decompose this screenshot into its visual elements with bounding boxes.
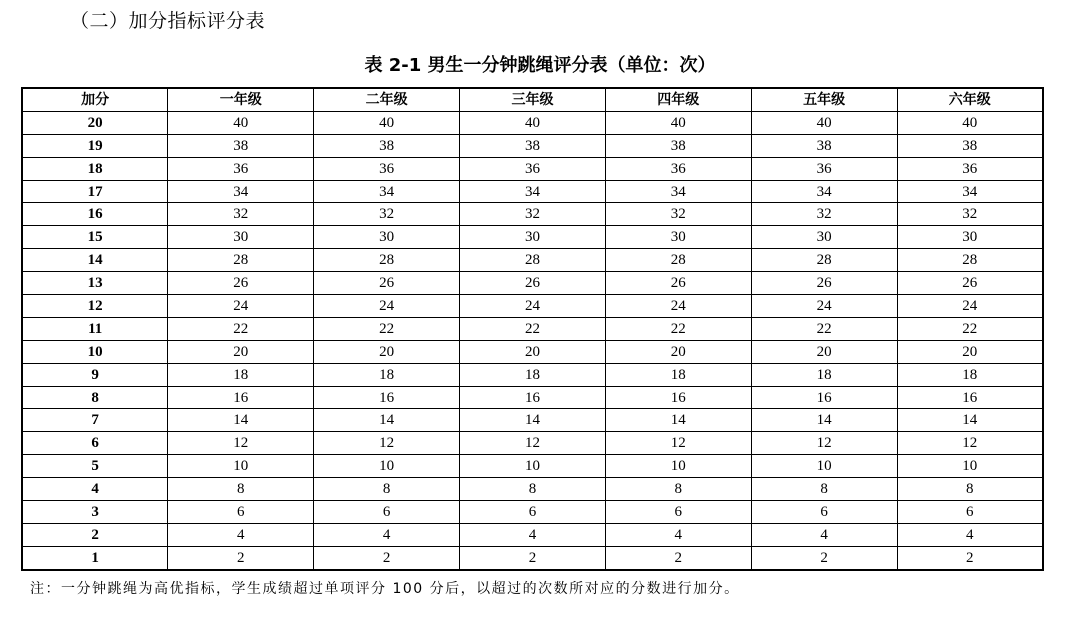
count-cell: 24	[460, 295, 606, 318]
count-cell: 32	[751, 203, 897, 226]
count-cell: 34	[751, 180, 897, 203]
count-cell: 28	[314, 249, 460, 272]
count-cell: 26	[460, 272, 606, 295]
count-cell: 32	[168, 203, 314, 226]
count-cell: 24	[168, 295, 314, 318]
bonus-score-cell: 10	[22, 340, 168, 363]
header-row	[22, 88, 1043, 111]
count-cell: 2	[314, 546, 460, 569]
table-note: 注：一分钟跳绳为高优指标，学生成绩超过单项评分 100 分后，以超过的次数所对应的分数进行加分。	[30, 581, 740, 597]
count-cell: 18	[897, 363, 1043, 386]
count-cell: 34	[897, 180, 1043, 203]
count-cell: 30	[751, 226, 897, 249]
count-cell: 8	[314, 478, 460, 501]
count-cell: 22	[168, 317, 314, 340]
count-cell: 40	[751, 111, 897, 134]
count-cell: 20	[751, 340, 897, 363]
count-cell: 2	[605, 546, 751, 569]
count-cell: 2	[460, 546, 606, 569]
section-heading: （二）加分指标评分表	[70, 10, 266, 32]
count-cell: 10	[605, 455, 751, 478]
count-cell: 28	[460, 249, 606, 272]
bonus-score-cell: 16	[22, 203, 168, 226]
bonus-score-cell: 7	[22, 409, 168, 432]
table-row	[22, 226, 1043, 249]
count-cell: 4	[605, 523, 751, 546]
count-cell: 6	[460, 501, 606, 524]
count-cell: 32	[314, 203, 460, 226]
count-cell: 2	[897, 546, 1043, 569]
count-cell: 2	[168, 546, 314, 569]
bonus-score-cell: 12	[22, 295, 168, 318]
bonus-score-cell: 17	[22, 180, 168, 203]
header-cell-grade: 六年级	[897, 88, 1043, 111]
count-cell: 36	[897, 157, 1043, 180]
count-cell: 24	[897, 295, 1043, 318]
count-cell: 10	[314, 455, 460, 478]
count-cell: 22	[897, 317, 1043, 340]
bonus-score-cell: 9	[22, 363, 168, 386]
count-cell: 10	[460, 455, 606, 478]
count-cell: 10	[168, 455, 314, 478]
count-cell: 20	[897, 340, 1043, 363]
count-cell: 20	[460, 340, 606, 363]
count-cell: 28	[605, 249, 751, 272]
bonus-score-cell: 18	[22, 157, 168, 180]
table-row	[22, 340, 1043, 363]
count-cell: 6	[314, 501, 460, 524]
count-cell: 18	[460, 363, 606, 386]
count-cell: 16	[168, 386, 314, 409]
count-cell: 20	[168, 340, 314, 363]
bonus-score-cell: 2	[22, 523, 168, 546]
count-cell: 30	[460, 226, 606, 249]
count-cell: 30	[897, 226, 1043, 249]
count-cell: 36	[168, 157, 314, 180]
count-cell: 26	[314, 272, 460, 295]
header-cell-grade: 一年级	[168, 88, 314, 111]
table-row	[22, 295, 1043, 318]
table-row	[22, 523, 1043, 546]
count-cell: 20	[314, 340, 460, 363]
count-cell: 8	[605, 478, 751, 501]
bonus-score-cell: 11	[22, 317, 168, 340]
count-cell: 36	[314, 157, 460, 180]
bonus-score-cell: 6	[22, 432, 168, 455]
count-cell: 2	[751, 546, 897, 569]
table-row	[22, 546, 1043, 569]
count-cell: 40	[897, 111, 1043, 134]
table-row	[22, 386, 1043, 409]
count-cell: 6	[897, 501, 1043, 524]
count-cell: 22	[460, 317, 606, 340]
count-cell: 12	[460, 432, 606, 455]
table-row	[22, 111, 1043, 134]
bonus-score-cell: 3	[22, 501, 168, 524]
bonus-score-cell: 1	[22, 546, 168, 569]
count-cell: 38	[751, 134, 897, 157]
count-cell: 38	[168, 134, 314, 157]
table-row	[22, 501, 1043, 524]
count-cell: 32	[897, 203, 1043, 226]
count-cell: 36	[460, 157, 606, 180]
table-row	[22, 249, 1043, 272]
count-cell: 4	[751, 523, 897, 546]
count-cell: 14	[897, 409, 1043, 432]
count-cell: 30	[605, 226, 751, 249]
count-cell: 16	[605, 386, 751, 409]
table-row	[22, 134, 1043, 157]
count-cell: 8	[751, 478, 897, 501]
bonus-score-cell: 5	[22, 455, 168, 478]
header-cell-bonus: 加分	[22, 88, 168, 111]
count-cell: 12	[168, 432, 314, 455]
table-row	[22, 455, 1043, 478]
count-cell: 38	[460, 134, 606, 157]
count-cell: 26	[751, 272, 897, 295]
table-row	[22, 317, 1043, 340]
count-cell: 18	[751, 363, 897, 386]
count-cell: 24	[751, 295, 897, 318]
count-cell: 4	[897, 523, 1043, 546]
count-cell: 8	[897, 478, 1043, 501]
count-cell: 14	[751, 409, 897, 432]
count-cell: 24	[314, 295, 460, 318]
count-cell: 12	[605, 432, 751, 455]
count-cell: 38	[897, 134, 1043, 157]
count-cell: 16	[314, 386, 460, 409]
count-cell: 16	[751, 386, 897, 409]
count-cell: 6	[168, 501, 314, 524]
count-cell: 40	[168, 111, 314, 134]
count-cell: 8	[460, 478, 606, 501]
header-cell-grade: 五年级	[751, 88, 897, 111]
count-cell: 6	[751, 501, 897, 524]
table-row	[22, 157, 1043, 180]
header-cell-grade: 三年级	[460, 88, 606, 111]
count-cell: 30	[168, 226, 314, 249]
score-table	[21, 87, 1044, 571]
count-cell: 10	[897, 455, 1043, 478]
count-cell: 32	[605, 203, 751, 226]
count-cell: 16	[897, 386, 1043, 409]
count-cell: 38	[605, 134, 751, 157]
count-cell: 40	[314, 111, 460, 134]
table-row	[22, 432, 1043, 455]
count-cell: 26	[168, 272, 314, 295]
table-row	[22, 180, 1043, 203]
table-row	[22, 478, 1043, 501]
table-row	[22, 409, 1043, 432]
count-cell: 4	[168, 523, 314, 546]
count-cell: 40	[605, 111, 751, 134]
count-cell: 14	[168, 409, 314, 432]
bonus-score-cell: 4	[22, 478, 168, 501]
bonus-score-cell: 20	[22, 111, 168, 134]
count-cell: 14	[314, 409, 460, 432]
count-cell: 10	[751, 455, 897, 478]
bonus-score-cell: 15	[22, 226, 168, 249]
table-row	[22, 203, 1043, 226]
count-cell: 28	[751, 249, 897, 272]
count-cell: 36	[751, 157, 897, 180]
count-cell: 22	[314, 317, 460, 340]
count-cell: 16	[460, 386, 606, 409]
table-row	[22, 363, 1043, 386]
count-cell: 18	[314, 363, 460, 386]
count-cell: 4	[460, 523, 606, 546]
count-cell: 14	[605, 409, 751, 432]
header-cell-grade: 四年级	[605, 88, 751, 111]
bonus-score-cell: 13	[22, 272, 168, 295]
count-cell: 4	[314, 523, 460, 546]
count-cell: 14	[460, 409, 606, 432]
count-cell: 24	[605, 295, 751, 318]
count-cell: 8	[168, 478, 314, 501]
count-cell: 34	[314, 180, 460, 203]
count-cell: 36	[605, 157, 751, 180]
count-cell: 40	[460, 111, 606, 134]
count-cell: 22	[605, 317, 751, 340]
count-cell: 22	[751, 317, 897, 340]
count-cell: 26	[897, 272, 1043, 295]
table-body	[22, 111, 1043, 569]
header-cell-grade: 二年级	[314, 88, 460, 111]
count-cell: 26	[605, 272, 751, 295]
count-cell: 34	[460, 180, 606, 203]
count-cell: 12	[314, 432, 460, 455]
count-cell: 28	[168, 249, 314, 272]
count-cell: 20	[605, 340, 751, 363]
count-cell: 30	[314, 226, 460, 249]
count-cell: 38	[314, 134, 460, 157]
bonus-score-cell: 8	[22, 386, 168, 409]
table-title: 表 2-1 男生一分钟跳绳评分表（单位：次）	[364, 55, 716, 76]
count-cell: 18	[605, 363, 751, 386]
count-cell: 34	[605, 180, 751, 203]
count-cell: 28	[897, 249, 1043, 272]
table-header	[22, 88, 1043, 111]
count-cell: 12	[897, 432, 1043, 455]
count-cell: 34	[168, 180, 314, 203]
count-cell: 12	[751, 432, 897, 455]
count-cell: 32	[460, 203, 606, 226]
count-cell: 18	[168, 363, 314, 386]
count-cell: 6	[605, 501, 751, 524]
table-row	[22, 272, 1043, 295]
bonus-score-cell: 19	[22, 134, 168, 157]
bonus-score-cell: 14	[22, 249, 168, 272]
